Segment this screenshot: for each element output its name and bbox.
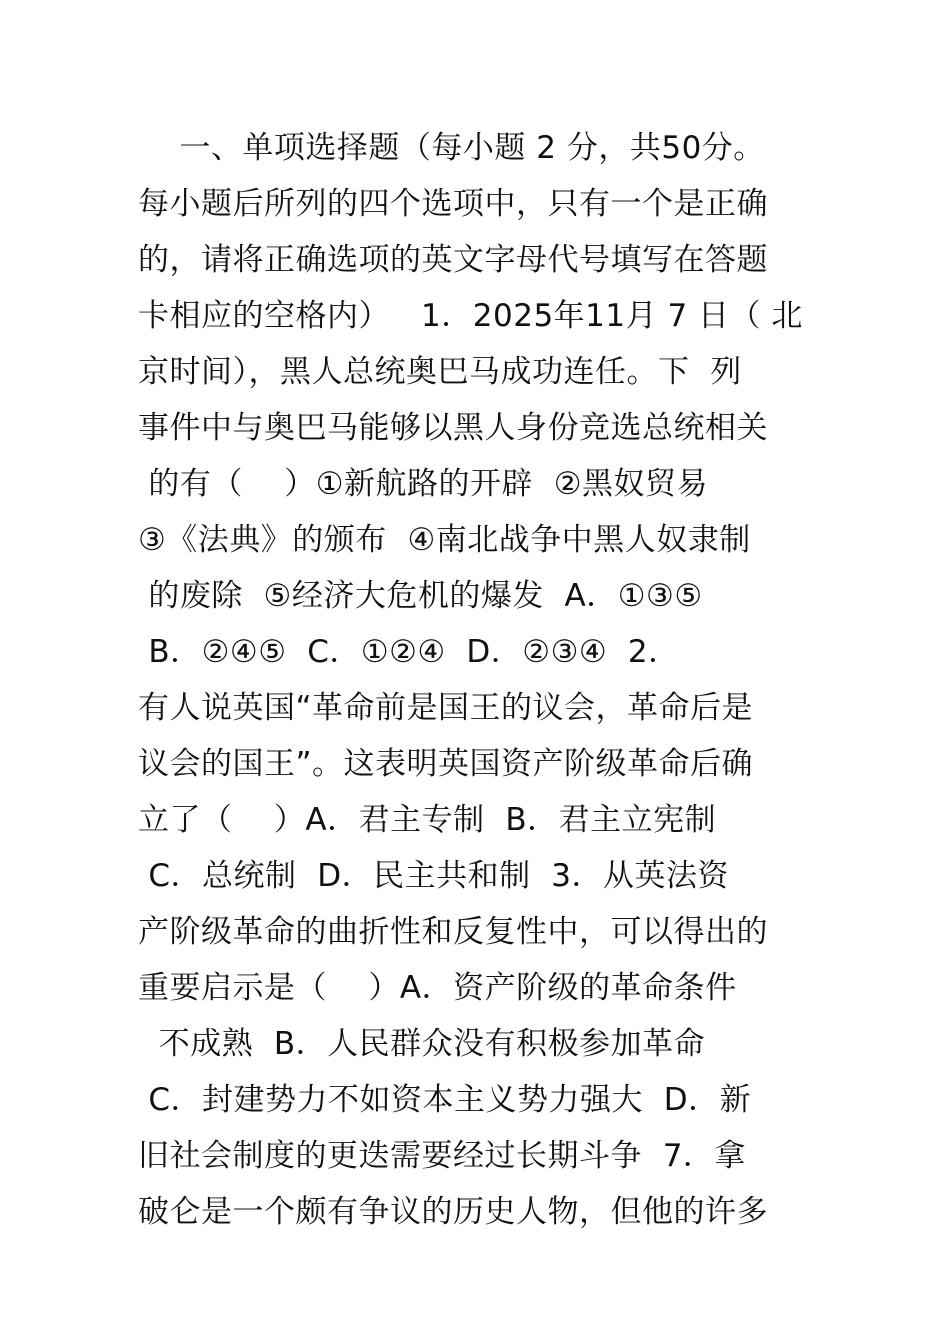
text-line: C．总统制 D．民主共和制 3．从英法资 <box>138 858 730 894</box>
text-line: 事件中与奥巴马能够以黑人身份竞选总统相关 <box>138 410 768 446</box>
text-line: 的，请将正确选项的英文字母代号填写在答题 <box>138 242 768 278</box>
text-line: ③《法典》的颁布 ④南北战争中黑人奴隶制 <box>138 522 751 558</box>
text-line: 破仑是一个颇有争议的历史人物，但他的许多 <box>138 1194 768 1230</box>
text-line: 产阶级革命的曲折性和反复性中，可以得出的 <box>138 914 768 950</box>
text-line: 重要启示是（ ）A．资产阶级的革命条件 <box>138 970 737 1006</box>
text-line: 的废除 ⑤经济大危机的爆发 A．①③⑤ <box>138 578 703 614</box>
text-line: 一、单项选择题（每小题 2 分，共50分。 <box>138 130 765 166</box>
text-line: 不成熟 B．人民群众没有积极参加革命 <box>138 1026 706 1062</box>
text-line: B．②④⑤ C．①②④ D．②③④ 2． <box>138 634 680 670</box>
exam-text-body <box>138 120 818 1240</box>
text-line: 有人说英国“革命前是国王的议会，革命后是 <box>138 690 754 726</box>
text-line: 每小题后所列的四个选项中，只有一个是正确 <box>138 186 768 222</box>
text-line: C．封建势力不如资本主义势力强大 D．新 <box>138 1082 752 1118</box>
text-line: 的有（ ）①新航路的开辟 ②黑奴贸易 <box>138 466 709 502</box>
text-line: 议会的国王”。这表明英国资产阶级革命后确 <box>138 746 754 782</box>
text-line: 立了（ ）A．君主专制 B．君主立宪制 <box>138 802 717 838</box>
text-line: 京时间），黑人总统奥巴马成功连任。下 列 <box>138 354 742 390</box>
text-line: 旧社会制度的更迭需要经过长期斗争 7．拿 <box>138 1138 746 1174</box>
text-line: 卡相应的空格内） 1．2025年11月 7 日（ 北 <box>138 298 803 334</box>
